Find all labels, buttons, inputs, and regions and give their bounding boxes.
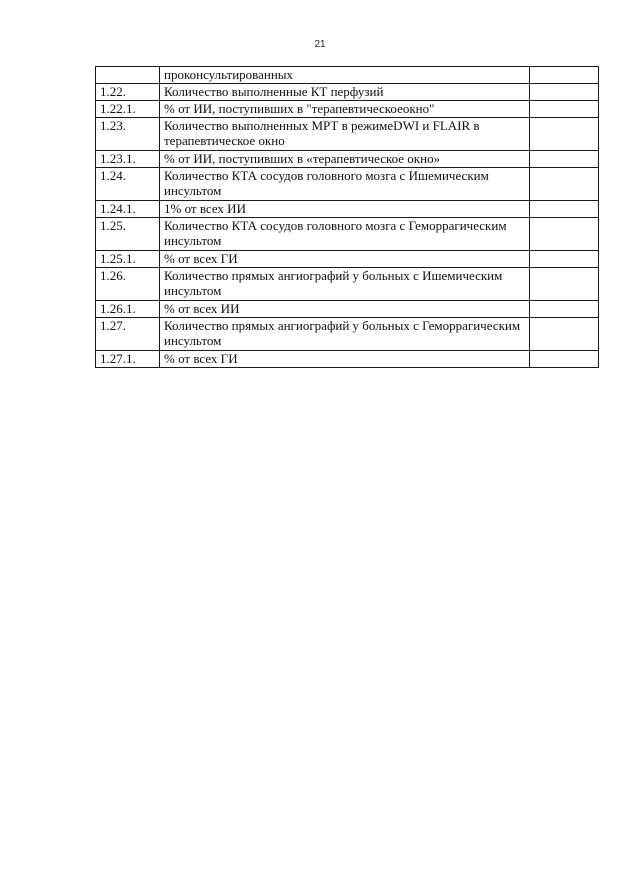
page-number: 21 bbox=[314, 39, 326, 50]
row-name-cell: 1% от всех ИИ bbox=[160, 201, 530, 218]
row-number-cell: 1.27.1. bbox=[96, 351, 160, 368]
indicators-table bbox=[95, 66, 599, 368]
row-value-cell bbox=[530, 67, 599, 84]
table-row bbox=[96, 84, 599, 101]
row-value-cell bbox=[530, 168, 599, 201]
table-row bbox=[96, 101, 599, 118]
table-row bbox=[96, 318, 599, 351]
row-name-cell: Количество прямых ангиографий у больных с Геморрагическим инсультом bbox=[160, 318, 530, 351]
row-name-cell: Количество КТА сосудов головного мозга с Геморрагическим инсультом bbox=[160, 218, 530, 251]
row-name-cell: % от всех ИИ bbox=[160, 301, 530, 318]
table-row bbox=[96, 151, 599, 168]
row-number-cell: 1.25. bbox=[96, 218, 160, 251]
row-value-cell bbox=[530, 351, 599, 368]
row-number-cell: 1.22.1. bbox=[96, 101, 160, 118]
row-name-cell: Количество выполненные КТ перфузий bbox=[160, 84, 530, 101]
table-row bbox=[96, 351, 599, 368]
row-number-cell bbox=[96, 67, 160, 84]
row-name-cell: % от ИИ, поступивших в «терапевтическое окно» bbox=[160, 151, 530, 168]
row-name-cell: % от ИИ, поступивших в "терапевтическоеокно" bbox=[160, 101, 530, 118]
table-row bbox=[96, 118, 599, 151]
table-row bbox=[96, 218, 599, 251]
table-row bbox=[96, 251, 599, 268]
table-row bbox=[96, 301, 599, 318]
row-number-cell: 1.23.1. bbox=[96, 151, 160, 168]
row-number-cell: 1.26.1. bbox=[96, 301, 160, 318]
row-number-cell: 1.22. bbox=[96, 84, 160, 101]
row-number-cell: 1.24. bbox=[96, 168, 160, 201]
row-value-cell bbox=[530, 118, 599, 151]
row-number-cell: 1.24.1. bbox=[96, 201, 160, 218]
row-name-cell: Количество КТА сосудов головного мозга с Ишемическим инсультом bbox=[160, 168, 530, 201]
row-value-cell bbox=[530, 201, 599, 218]
row-value-cell bbox=[530, 318, 599, 351]
row-value-cell bbox=[530, 218, 599, 251]
row-value-cell bbox=[530, 301, 599, 318]
row-value-cell bbox=[530, 251, 599, 268]
row-number-cell: 1.27. bbox=[96, 318, 160, 351]
table-row bbox=[96, 168, 599, 201]
row-number-cell: 1.23. bbox=[96, 118, 160, 151]
row-name-cell: Количество выполненных МРТ в режимеDWI и FLAIR в терапевтическое окно bbox=[160, 118, 530, 151]
row-name-cell: % от всех ГИ bbox=[160, 251, 530, 268]
row-value-cell bbox=[530, 268, 599, 301]
row-name-cell: проконсультированных bbox=[160, 67, 530, 84]
row-name-cell: Количество прямых ангиографий у больных с Ишемическим инсультом bbox=[160, 268, 530, 301]
table-row bbox=[96, 268, 599, 301]
table-row bbox=[96, 201, 599, 218]
row-value-cell bbox=[530, 101, 599, 118]
row-name-cell: % от всех ГИ bbox=[160, 351, 530, 368]
table-row bbox=[96, 67, 599, 84]
row-number-cell: 1.25.1. bbox=[96, 251, 160, 268]
row-value-cell bbox=[530, 84, 599, 101]
row-number-cell: 1.26. bbox=[96, 268, 160, 301]
row-value-cell bbox=[530, 151, 599, 168]
